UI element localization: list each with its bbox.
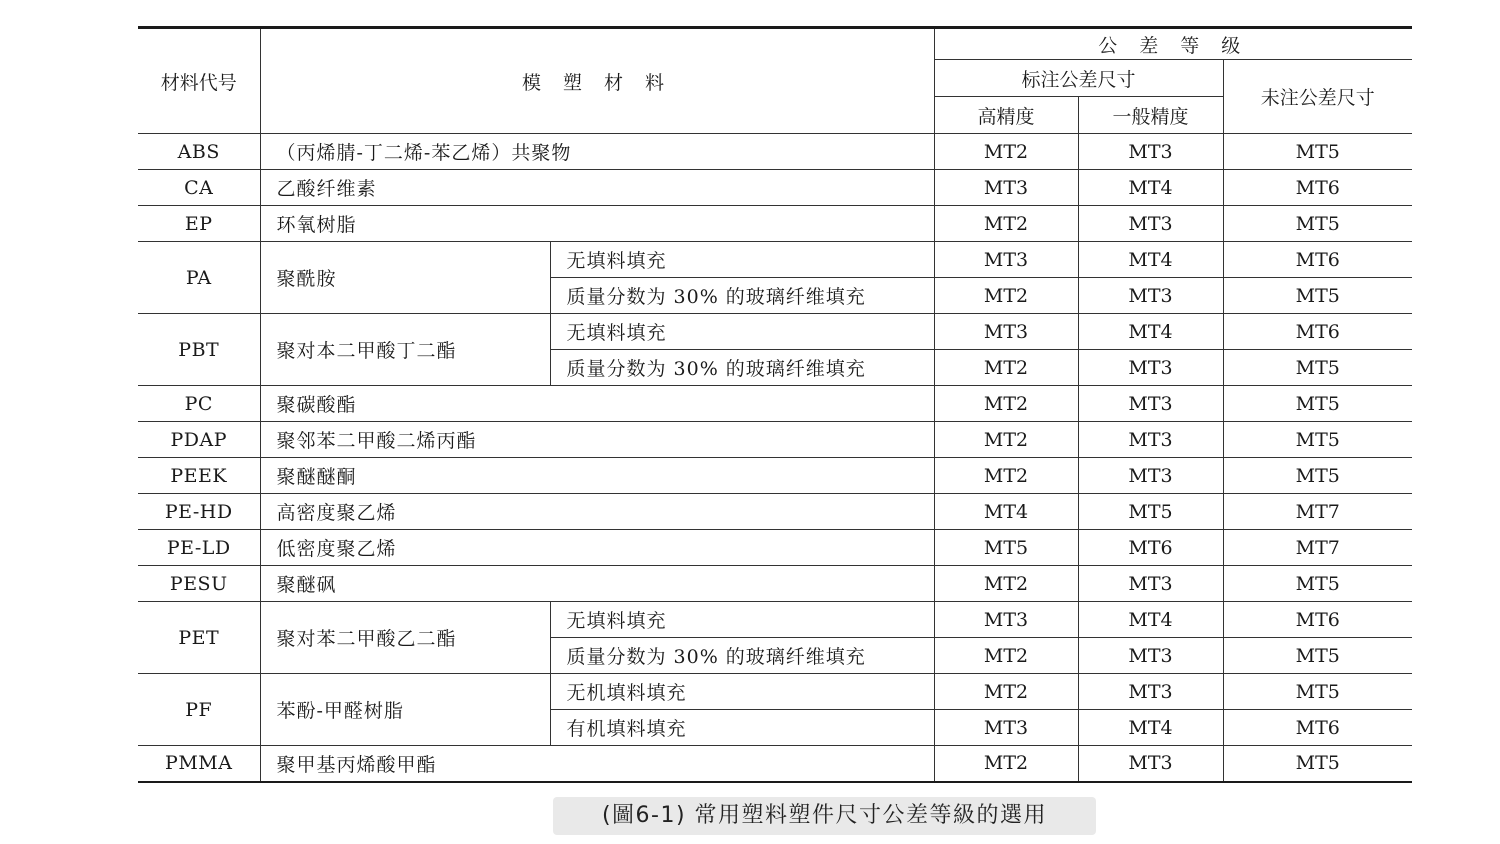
table-body [138, 134, 1412, 782]
unmarked-tolerance-cell: MT6 [1223, 170, 1412, 206]
material-name-cell: 聚对本二甲酸丁二酯 [260, 314, 550, 386]
unmarked-tolerance-cell: MT5 [1223, 566, 1412, 602]
general-precision-cell: MT5 [1078, 494, 1223, 530]
material-name-cell: 聚碳酸酯 [260, 386, 934, 422]
general-precision-cell: MT4 [1078, 170, 1223, 206]
general-precision-cell: MT4 [1078, 314, 1223, 350]
unmarked-tolerance-cell: MT5 [1223, 386, 1412, 422]
general-precision-cell: MT3 [1078, 422, 1223, 458]
material-name-cell: （丙烯腈-丁二烯-苯乙烯）共聚物 [260, 134, 934, 170]
general-precision-header: 一般精度 [1078, 97, 1223, 134]
material-code-cell: ABS [138, 134, 260, 170]
unmarked-tolerance-cell: MT6 [1223, 710, 1412, 746]
high-precision-cell: MT3 [934, 314, 1078, 350]
material-code-cell: PE-LD [138, 530, 260, 566]
table-row [138, 566, 1412, 602]
high-precision-cell: MT3 [934, 710, 1078, 746]
high-precision-cell: MT3 [934, 170, 1078, 206]
material-name-cell: 聚酰胺 [260, 242, 550, 314]
material-code-cell: PF [138, 674, 260, 746]
material-name-cell: 低密度聚乙烯 [260, 530, 934, 566]
table-row [138, 458, 1412, 494]
unmarked-tolerance-cell: MT5 [1223, 674, 1412, 710]
filler-cell: 有机填料填充 [550, 710, 934, 746]
material-code-cell: PC [138, 386, 260, 422]
high-precision-header: 高精度 [934, 97, 1078, 134]
table-row [138, 170, 1412, 206]
material-code-cell: PDAP [138, 422, 260, 458]
general-precision-cell: MT4 [1078, 242, 1223, 278]
general-precision-cell: MT3 [1078, 206, 1223, 242]
filler-cell: 质量分数为 30% 的玻璃纤维填充 [550, 278, 934, 314]
high-precision-cell: MT2 [934, 386, 1078, 422]
filler-cell: 无填料填充 [550, 602, 934, 638]
table-row [138, 242, 1412, 278]
general-precision-cell: MT3 [1078, 134, 1223, 170]
high-precision-cell: MT4 [934, 494, 1078, 530]
high-precision-cell: MT5 [934, 530, 1078, 566]
grade-group-header: 公 差 等 级 [934, 28, 1412, 60]
table-row [138, 602, 1412, 638]
high-precision-cell: MT2 [934, 422, 1078, 458]
unmarked-tolerance-cell: MT5 [1223, 278, 1412, 314]
table-row [138, 134, 1412, 170]
filler-cell: 无填料填充 [550, 314, 934, 350]
filler-cell: 质量分数为 30% 的玻璃纤维填充 [550, 638, 934, 674]
filler-cell: 无填料填充 [550, 242, 934, 278]
material-code-cell: CA [138, 170, 260, 206]
table-row [138, 314, 1412, 350]
high-precision-cell: MT2 [934, 674, 1078, 710]
table-row [138, 206, 1412, 242]
table-row [138, 386, 1412, 422]
table-row [138, 422, 1412, 458]
material-name-cell: 环氧树脂 [260, 206, 934, 242]
high-precision-cell: MT2 [934, 278, 1078, 314]
high-precision-cell: MT2 [934, 638, 1078, 674]
unmarked-tolerance-cell: MT5 [1223, 350, 1412, 386]
material-name-cell: 高密度聚乙烯 [260, 494, 934, 530]
material-code-cell: PA [138, 242, 260, 314]
table-row [138, 674, 1412, 710]
table-row [138, 746, 1412, 782]
high-precision-cell: MT2 [934, 566, 1078, 602]
figure-caption: (圖6-1) 常用塑料塑件尺寸公差等級的選用 [553, 797, 1096, 835]
high-precision-cell: MT3 [934, 242, 1078, 278]
high-precision-cell: MT2 [934, 134, 1078, 170]
material-code-cell: EP [138, 206, 260, 242]
material-name-cell: 苯酚-甲醛树脂 [260, 674, 550, 746]
table-header [138, 28, 1412, 134]
unmarked-tolerance-cell: MT7 [1223, 494, 1412, 530]
unmarked-tolerance-cell: MT5 [1223, 638, 1412, 674]
general-precision-cell: MT6 [1078, 530, 1223, 566]
unmarked-tolerance-cell: MT5 [1223, 422, 1412, 458]
material-name-cell: 聚对苯二甲酸乙二酯 [260, 602, 550, 674]
code-header: 材料代号 [138, 28, 260, 134]
high-precision-cell: MT3 [934, 602, 1078, 638]
material-name-cell: 聚甲基丙烯酸甲酯 [260, 746, 934, 782]
material-name-cell: 聚醚醚酮 [260, 458, 934, 494]
general-precision-cell: MT3 [1078, 674, 1223, 710]
unmarked-tolerance-cell: MT6 [1223, 602, 1412, 638]
unmarked-tolerance-header: 未注公差尺寸 [1223, 60, 1412, 134]
material-name-cell: 乙酸纤维素 [260, 170, 934, 206]
unmarked-tolerance-cell: MT6 [1223, 242, 1412, 278]
material-code-cell: PET [138, 602, 260, 674]
general-precision-cell: MT3 [1078, 746, 1223, 782]
material-code-cell: PMMA [138, 746, 260, 782]
material-header: 模 塑 材 料 [260, 28, 934, 134]
material-code-cell: PBT [138, 314, 260, 386]
filler-cell: 无机填料填充 [550, 674, 934, 710]
general-precision-cell: MT3 [1078, 566, 1223, 602]
high-precision-cell: MT2 [934, 206, 1078, 242]
filler-cell: 质量分数为 30% 的玻璃纤维填充 [550, 350, 934, 386]
unmarked-tolerance-cell: MT6 [1223, 314, 1412, 350]
table-row [138, 530, 1412, 566]
unmarked-tolerance-cell: MT5 [1223, 458, 1412, 494]
tolerance-table [138, 26, 1412, 783]
material-code-cell: PEEK [138, 458, 260, 494]
general-precision-cell: MT3 [1078, 458, 1223, 494]
high-precision-cell: MT2 [934, 746, 1078, 782]
unmarked-tolerance-cell: MT5 [1223, 746, 1412, 782]
material-code-cell: PE-HD [138, 494, 260, 530]
general-precision-cell: MT4 [1078, 710, 1223, 746]
high-precision-cell: MT2 [934, 350, 1078, 386]
general-precision-cell: MT3 [1078, 278, 1223, 314]
unmarked-tolerance-cell: MT5 [1223, 206, 1412, 242]
general-precision-cell: MT4 [1078, 602, 1223, 638]
general-precision-cell: MT3 [1078, 350, 1223, 386]
material-name-cell: 聚醚砜 [260, 566, 934, 602]
material-name-cell: 聚邻苯二甲酸二烯丙酯 [260, 422, 934, 458]
high-precision-cell: MT2 [934, 458, 1078, 494]
unmarked-tolerance-cell: MT5 [1223, 134, 1412, 170]
general-precision-cell: MT3 [1078, 638, 1223, 674]
material-code-cell: PESU [138, 566, 260, 602]
table-row [138, 494, 1412, 530]
general-precision-cell: MT3 [1078, 386, 1223, 422]
unmarked-tolerance-cell: MT7 [1223, 530, 1412, 566]
marked-tolerance-header: 标注公差尺寸 [934, 60, 1223, 97]
